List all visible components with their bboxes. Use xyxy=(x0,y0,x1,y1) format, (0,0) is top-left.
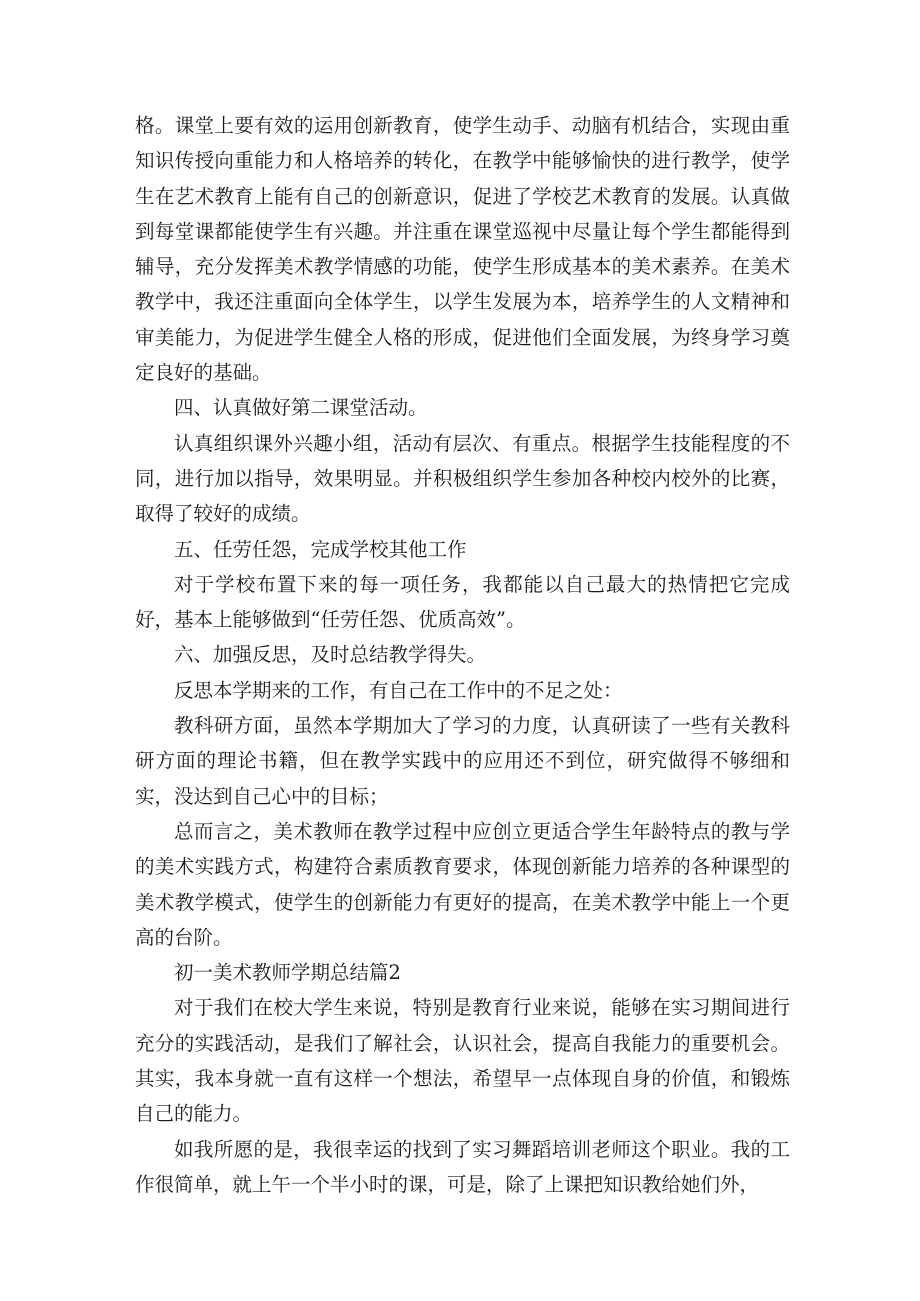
section-heading-4: 四、认真做好第二课堂活动。 xyxy=(174,396,428,420)
paragraph: 教科研方面，虽然本学期加大了学习的力度，认真研读了一些有关教科研方面的理论书籍，但在教学实践中的应用还不到位，研究做得不够细和实，没达到自己心中的目标； xyxy=(135,714,790,808)
paragraph: 总而言之，美术教师在教学过程中应创立更适合学生年龄特点的教与学的美术实践方式，构建符合素质教育要求，体现创新能力培养的各种课型的美术教学模式，使学生的创新能力有更好的提高，在美术教学中能上一个更高的台阶。 xyxy=(135,819,790,949)
section-heading-6: 六、加强反思，及时总结教学得失。 xyxy=(174,643,487,667)
document-body xyxy=(135,108,790,1202)
paragraph: 对于学校布置下来的每一项任务，我都能以自己最大的热情把它完成好，基本上能够做到“任劳任怨、优质高效”。 xyxy=(135,572,790,632)
paragraph: 反思本学期来的工作，有自己在工作中的不足之处： xyxy=(174,678,623,702)
paragraph: 如我所愿的是，我很幸运的找到了实习舞蹈培训老师这个职业。我的工作很简单，就上午一个半小时的课，可是，除了上课把知识教给她们外， xyxy=(135,1137,790,1196)
paragraph-continuation: 格。课堂上要有效的运用创新教育，使学生动手、动脑有机结合，实现由重知识传授向重能力和人格培养的转化，在教学中能够愉快的进行教学，使学生在艺术教育上能有自己的创新意识，促进了学校艺术教育的发展。认真做到每堂课都能使学生有兴趣。并注重在课堂巡视中尽量让每个学生都能得到辅导，充分发挥美术教学情感的功能，使学生形成基本的美术素养。在美术教学中，我还注重面向全体学生，以学生发展为本，培养学生的人文精神和审美能力，为促进学生健全人格的形成，促进他们全面发展，为终身学习奠定良好的基础。 xyxy=(135,114,790,385)
paragraph: 认真组织课外兴趣小组，活动有层次、有重点。根据学生技能程度的不同，进行加以指导，效果明显。并积极组织学生参加各种校内校外的比赛，取得了较好的成绩。 xyxy=(135,431,790,526)
article-title: 初一美术教师学期总结篇2 xyxy=(174,961,401,985)
section-heading-5: 五、任劳任怨，完成学校其他工作 xyxy=(174,537,467,561)
paragraph: 对于我们在校大学生来说，特别是教育行业来说，能够在实习期间进行充分的实践活动，是我们了解社会，认识社会，提高自我能力的重要机会。其实，我本身就一直有这样一个想法，希望早一点体现自身的价值，和锻炼自己的能力。 xyxy=(135,996,790,1126)
